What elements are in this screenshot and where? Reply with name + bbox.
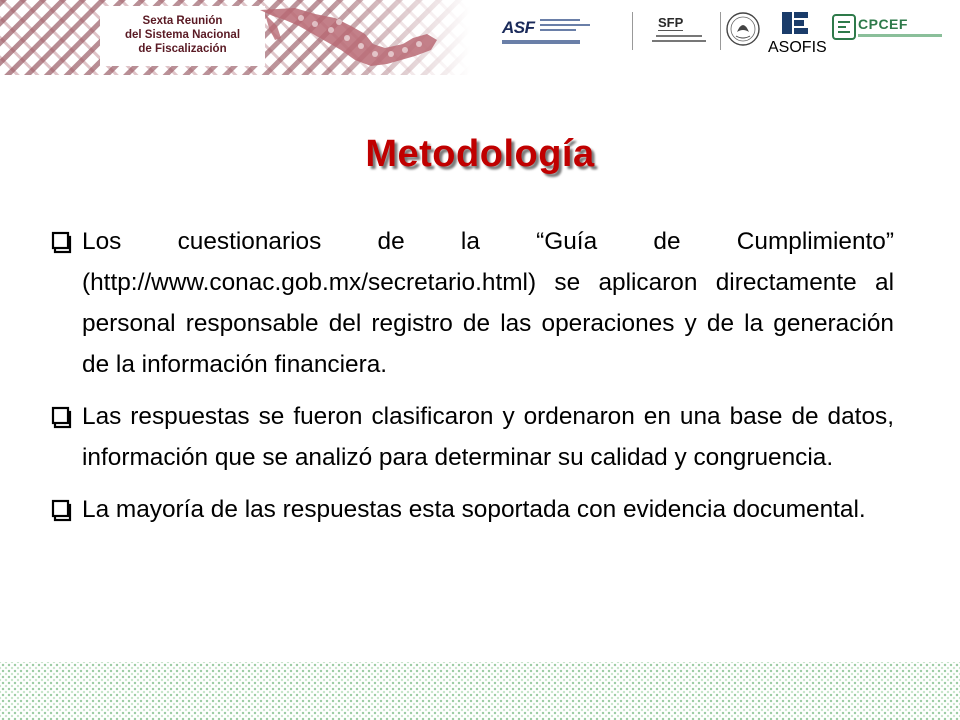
checkbox-bullet-icon	[50, 498, 76, 524]
cpcef-emblem-icon	[832, 14, 856, 40]
event-title-line: del Sistema Nacional	[124, 29, 241, 41]
asf-logo-text: ASF	[502, 18, 535, 37]
asf-logo-bar	[502, 40, 580, 44]
footer-decorative-band	[0, 662, 960, 720]
bullet-text: La mayoría de las respuestas esta soportada con evidencia documental.	[82, 496, 866, 523]
event-title-line: Sexta Reunión	[142, 15, 223, 27]
checkbox-bullet-icon	[50, 230, 76, 256]
sfp-logo	[644, 8, 714, 54]
asf-logo-subtext	[540, 18, 602, 39]
asofis-logo-text: ASOFIS	[768, 39, 827, 56]
slide-title: Metodología	[365, 133, 595, 175]
sfp-logo-text: SFP	[658, 15, 684, 30]
header	[0, 0, 960, 75]
cpcef-logo-text: CPCEF	[858, 16, 908, 32]
cpcef-logo	[832, 8, 950, 54]
mexico-map-icon	[255, 4, 445, 70]
sfp-logo-subtext	[648, 34, 710, 46]
national-seal-icon	[724, 8, 762, 54]
bullet-text: Las respuestas se fueron clasificaron y ordenaron en una base de datos, información que se analizó para determinar su calidad y congruencia.	[82, 403, 894, 471]
cpcef-logo-bar	[858, 34, 942, 37]
bullet-text: Los cuestionarios de la “Guía de Cumplimiento” (http://www.conac.gob.mx/secretario.html) se aplicaron directamente al personal responsable del registro de las operaciones y de la generación de la información financiera.	[82, 228, 894, 378]
event-title-line: de Fiscalización	[138, 43, 227, 55]
logo-divider	[632, 12, 633, 50]
bullet-item	[44, 396, 894, 478]
bullet-item	[44, 489, 894, 530]
bullet-list	[44, 221, 894, 541]
checkbox-bullet-icon	[50, 405, 76, 431]
bullet-item	[44, 221, 894, 385]
asf-logo	[502, 8, 612, 54]
event-title	[110, 14, 255, 56]
partner-logos	[492, 8, 952, 54]
logo-divider	[720, 12, 721, 50]
